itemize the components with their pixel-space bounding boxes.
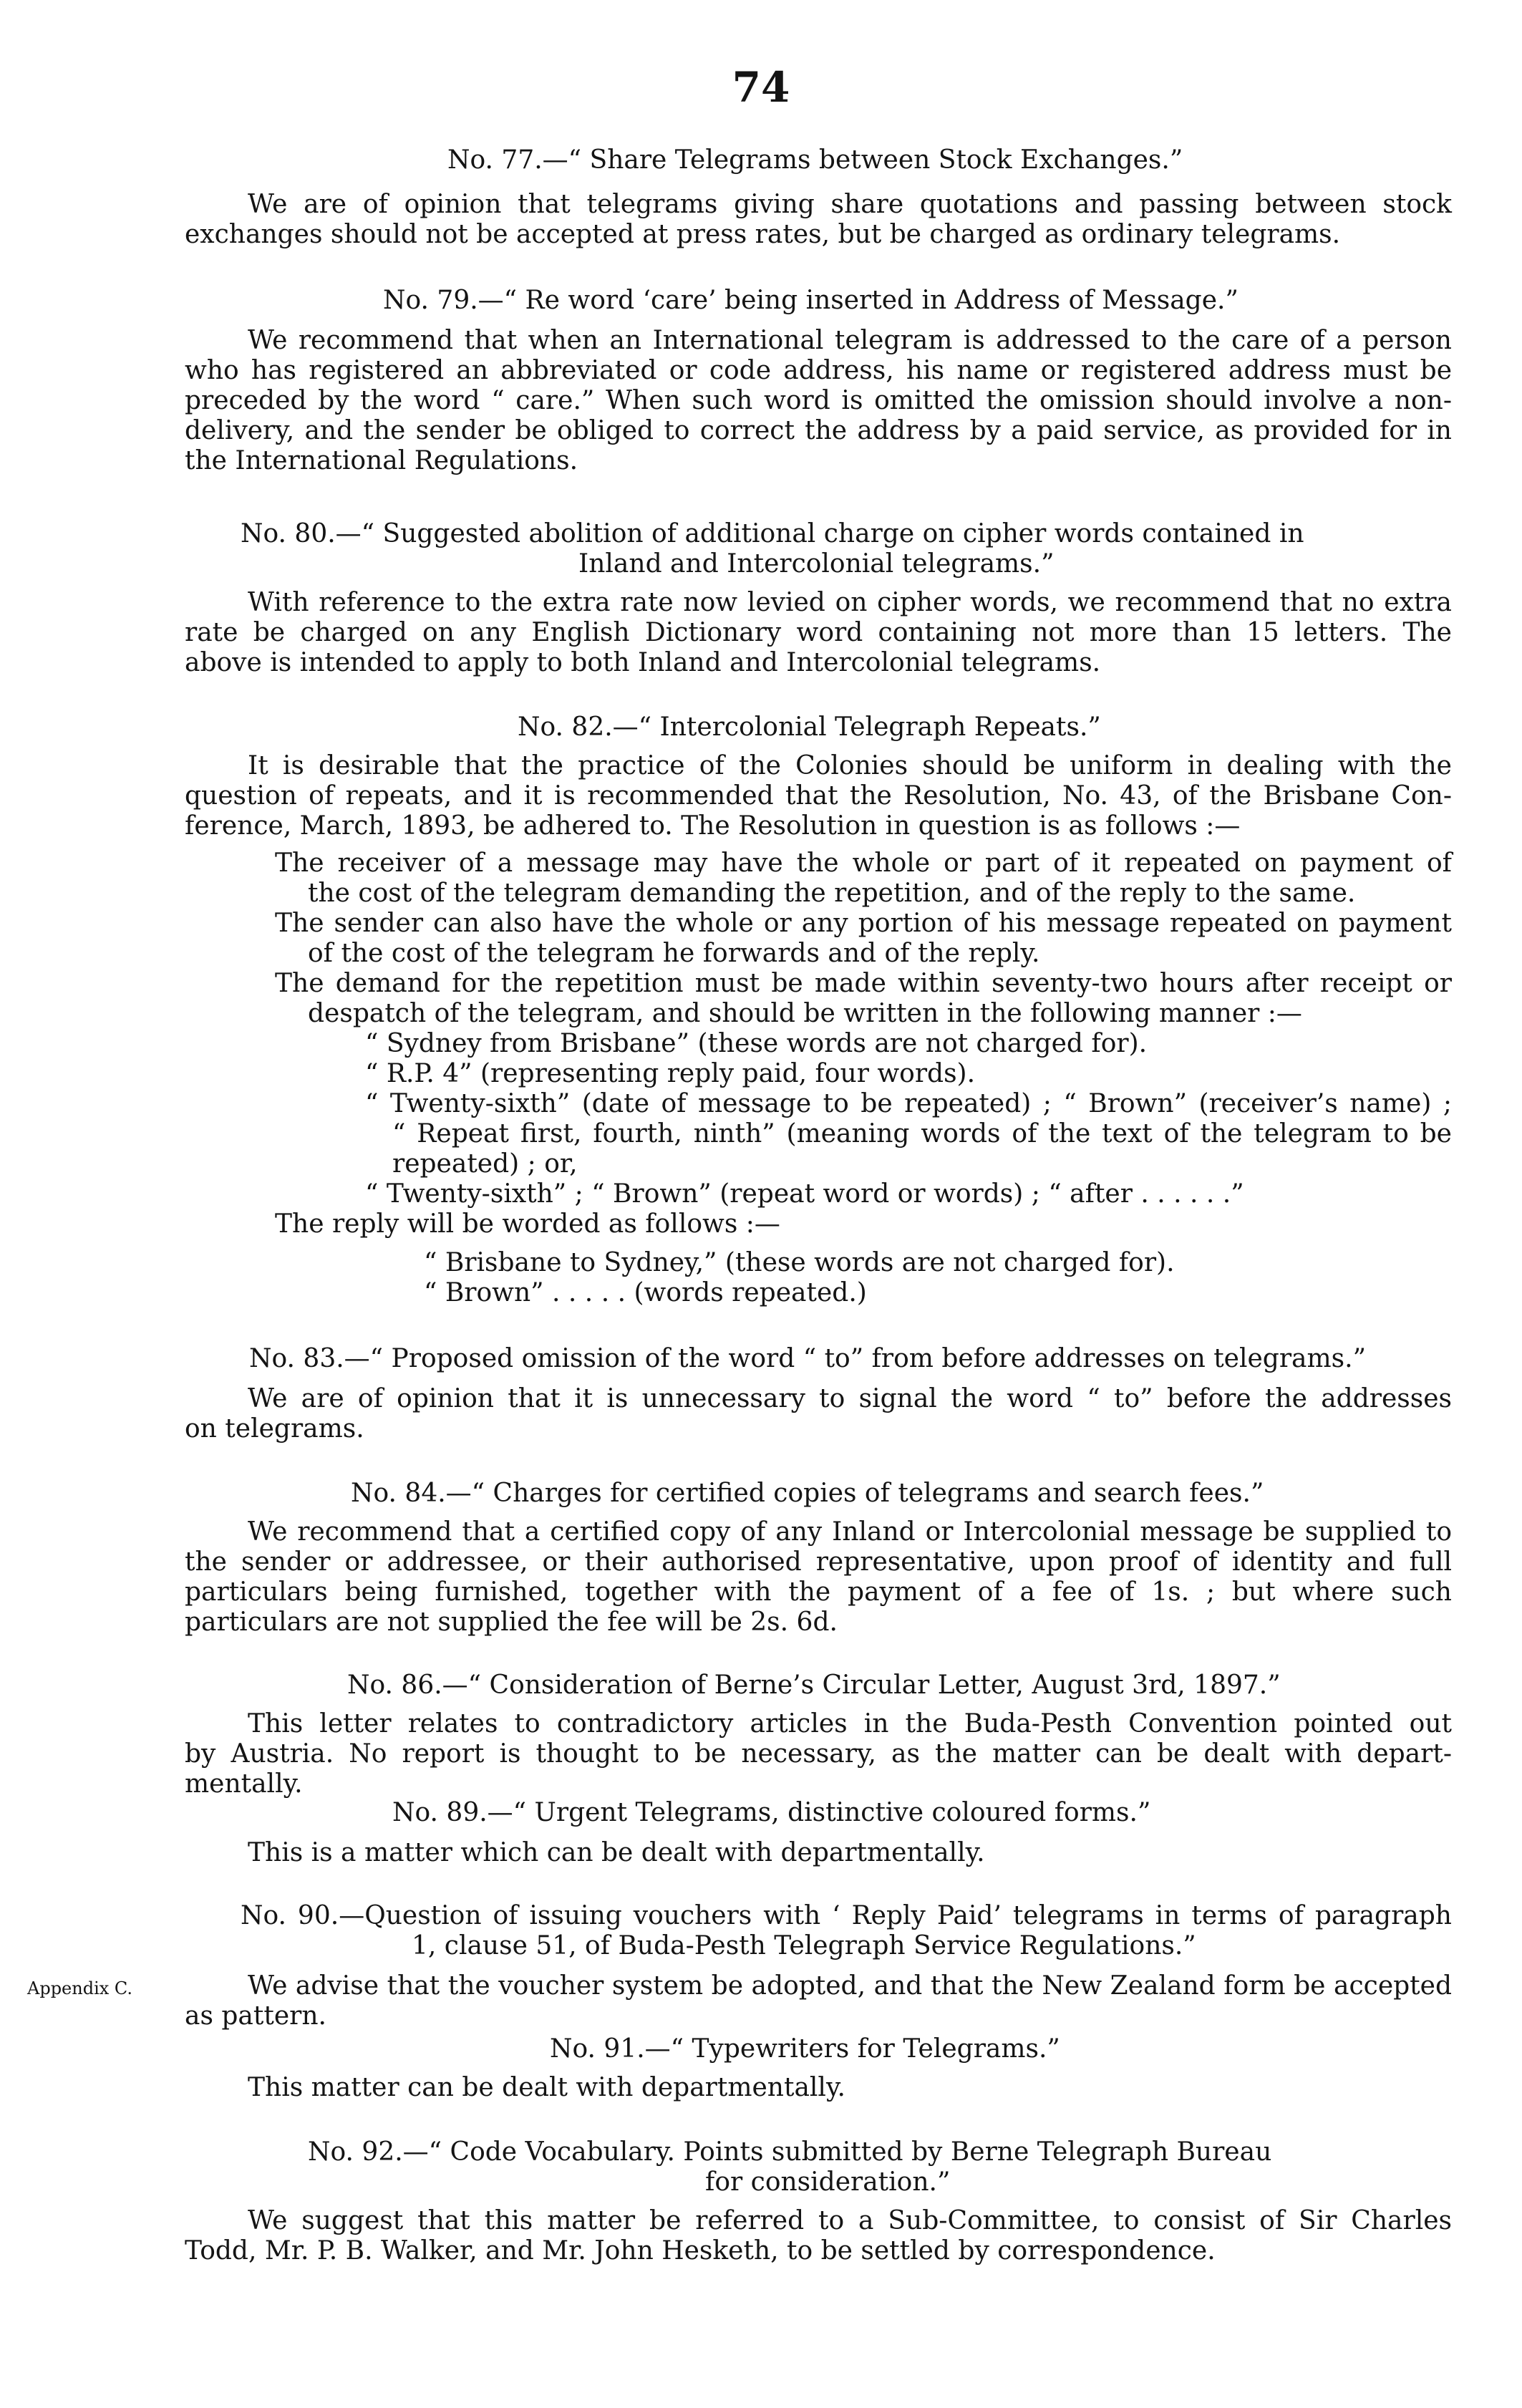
paragraph-line: particulars are not supplied the fee will be 2s. 6d. bbox=[185, 1607, 838, 1637]
paragraph-line: This letter relates to contradictory articles in the Buda-Pesth Convention pointed out bbox=[248, 1709, 1452, 1739]
resolution-line: The sender can also have the whole or any portion of his message repeated on payment bbox=[275, 909, 1452, 938]
paragraph-line: rate be charged on any English Dictionary word containing not more than 15 letters. The bbox=[185, 618, 1452, 647]
section-heading-cont: for consideration.” bbox=[705, 2167, 951, 2197]
paragraph-line: the International Regulations. bbox=[185, 446, 578, 475]
example-line: “ Repeat first, fourth, ninth” (meaning words of the text of the telegram to be bbox=[392, 1119, 1452, 1149]
example-line: “ R.P. 4” (representing reply paid, four words). bbox=[365, 1059, 976, 1088]
paragraph-line: We recommend that when an International telegram is addressed to the care of a person bbox=[248, 326, 1452, 355]
margin-note: Appendix C. bbox=[27, 1978, 133, 1998]
paragraph-line: by Austria. No report is thought to be necessary, as the matter can be dealt with depart- bbox=[185, 1739, 1452, 1769]
paragraph-line: We advise that the voucher system be adopted, and that the New Zealand form be accepted bbox=[248, 1971, 1452, 2001]
paragraph-line: on telegrams. bbox=[185, 1414, 364, 1444]
resolution-line: despatch of the telegram, and should be written in the following manner :— bbox=[308, 999, 1302, 1028]
section-heading: No. 82.—“ Intercolonial Telegraph Repeats.” bbox=[518, 712, 1101, 742]
paragraph-line: mentally. bbox=[185, 1769, 303, 1799]
section-heading: No. 80.—“ Suggested abolition of additional charge on cipher words contained in bbox=[241, 519, 1304, 548]
section-heading: No. 83.—“ Proposed omission of the word “ to” from before addresses on telegrams.” bbox=[249, 1344, 1366, 1373]
paragraph-line: particulars being furnished, together with the payment of a fee of 1s. ; but where such bbox=[185, 1577, 1452, 1607]
section-heading-cont: Inland and Intercolonial telegrams.” bbox=[578, 549, 1055, 579]
paragraph-line: We are of opinion that telegrams giving share quotations and passing between stock bbox=[248, 190, 1452, 219]
reply-intro: The reply will be worded as follows :— bbox=[275, 1209, 780, 1239]
paragraph-line: ference, March, 1893, be adhered to. The Resolution in question is as follows :— bbox=[185, 811, 1241, 841]
example-line: “ Twenty-sixth” ; “ Brown” (repeat word or words) ; “ after . . . . . .” bbox=[365, 1179, 1244, 1209]
paragraph-line: who has registered an abbreviated or code address, his name or registered address must be bbox=[185, 356, 1452, 385]
paragraph-line: the sender or addressee, or their authorised representative, upon proof of identity and full bbox=[185, 1547, 1452, 1577]
paragraph-line: With reference to the extra rate now levied on cipher words, we recommend that no extra bbox=[248, 588, 1452, 617]
section-heading: No. 84.—“ Charges for certified copies of telegrams and search fees.” bbox=[351, 1479, 1264, 1508]
paragraph-line: Todd, Mr. P. B. Walker, and Mr. John Hesketh, to be settled by correspondence. bbox=[185, 2236, 1216, 2266]
paragraph-line: preceded by the word “ care.” When such word is omitted the omission should involve a non- bbox=[185, 386, 1452, 415]
paragraph-line: This is a matter which can be dealt with departmentally. bbox=[248, 1838, 985, 1867]
paragraph-line: as pattern. bbox=[185, 2001, 326, 2031]
resolution-line: of the cost of the telegram he forwards and of the reply. bbox=[308, 939, 1040, 968]
paragraph-line: exchanges should not be accepted at press rates, but be charged as ordinary telegrams. bbox=[185, 220, 1341, 249]
section-heading: No. 86.—“ Consideration of Berne’s Circular Letter, August 3rd, 1897.” bbox=[347, 1670, 1281, 1700]
paragraph-line: This matter can be dealt with departmentally. bbox=[248, 2073, 845, 2102]
paragraph-line: We suggest that this matter be referred to a Sub-Committee, to consist of Sir Charles bbox=[248, 2206, 1452, 2235]
example-line: “ Sydney from Brisbane” (these words are not charged for). bbox=[365, 1029, 1148, 1058]
paragraph-line: We recommend that a certified copy of any Inland or Intercolonial message be supplied to bbox=[248, 1517, 1452, 1547]
section-heading: No. 91.—“ Typewriters for Telegrams.” bbox=[550, 2034, 1060, 2064]
paragraph-line: question of repeats, and it is recommended that the Resolution, No. 43, of the Brisbane Con- bbox=[185, 781, 1452, 811]
section-heading: No. 77.—“ Share Telegrams between Stock Exchanges.” bbox=[447, 145, 1183, 175]
paragraph-line: above is intended to apply to both Inland and Intercolonial telegrams. bbox=[185, 648, 1101, 677]
paragraph-line: delivery, and the sender be obliged to correct the address by a paid service, as provided for in bbox=[185, 416, 1452, 445]
resolution-line: the cost of the telegram demanding the repetition, and of the reply to the same. bbox=[308, 879, 1356, 908]
section-heading: No. 79.—“ Re word ‘care’ being inserted in Address of Message.” bbox=[383, 286, 1239, 315]
resolution-line: The receiver of a message may have the whole or part of it repeated on payment of bbox=[275, 848, 1452, 878]
example-line: repeated) ; or, bbox=[392, 1149, 578, 1179]
section-heading: No. 89.—“ Urgent Telegrams, distinctive coloured forms.” bbox=[392, 1798, 1151, 1827]
section-heading: No. 92.—“ Code Vocabulary. Points submitted by Berne Telegraph Bureau bbox=[308, 2137, 1272, 2167]
example-line: “ Twenty-sixth” (date of message to be repeated) ; “ Brown” (receiver’s name) ; bbox=[365, 1089, 1452, 1118]
reply-line: “ Brisbane to Sydney,” (these words are not charged for). bbox=[424, 1248, 1175, 1277]
paragraph-line: It is desirable that the practice of the Colonies should be uniform in dealing with the bbox=[248, 751, 1452, 780]
section-heading-cont: 1, clause 51, of Buda-Pesth Telegraph Service Regulations.” bbox=[412, 1931, 1196, 1960]
reply-line: “ Brown” . . . . . (words repeated.) bbox=[424, 1278, 867, 1307]
section-heading: No. 90.—Question of issuing vouchers with ‘ Reply Paid’ telegrams in terms of paragraph bbox=[241, 1901, 1452, 1930]
resolution-line: The demand for the repetition must be made within seventy-two hours after receipt or bbox=[275, 969, 1452, 998]
page-number: 74 bbox=[732, 63, 790, 112]
paragraph-line: We are of opinion that it is unnecessary to signal the word “ to” before the addresses bbox=[248, 1384, 1452, 1413]
